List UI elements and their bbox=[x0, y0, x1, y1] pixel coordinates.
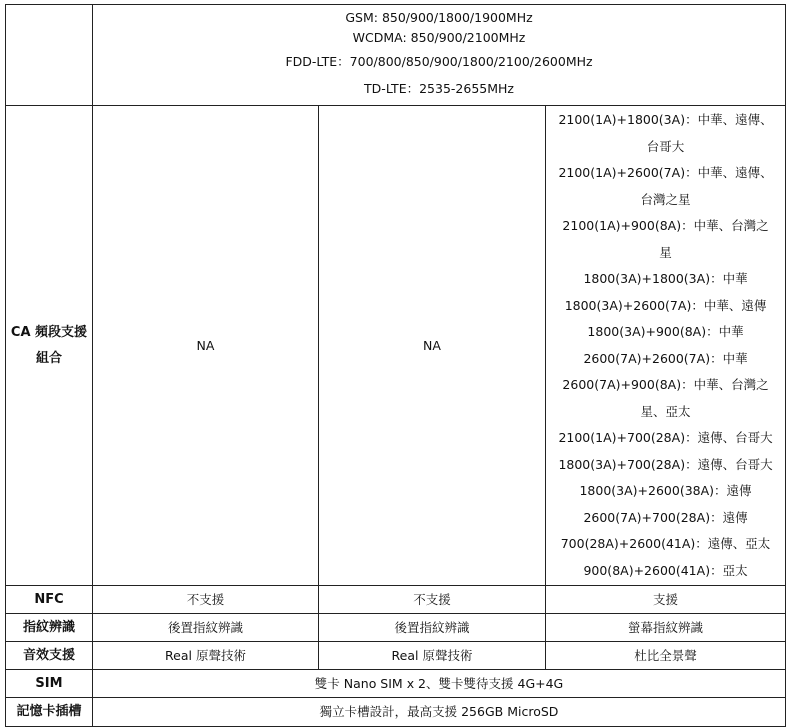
ca-combo-line: 星、亞太 bbox=[640, 403, 691, 419]
ca-combo-line: 2600(7A)+2600(7A)：中華 bbox=[583, 350, 748, 366]
nfc-label: NFC bbox=[6, 586, 93, 614]
spec-table bbox=[5, 4, 786, 727]
ca-col3-list bbox=[546, 106, 786, 586]
bands-cell bbox=[93, 5, 786, 106]
ca-combo-line: 900(8A)+2600(41A)：亞太 bbox=[583, 562, 748, 578]
ca-combo-line: 星 bbox=[659, 244, 672, 260]
ca-combo-line: 1800(3A)+2600(38A)：遠傳 bbox=[579, 483, 752, 498]
sim-label: SIM bbox=[6, 670, 93, 698]
ca-combo-line: 2100(1A)+900(8A)：中華、台灣之 bbox=[562, 218, 769, 233]
audio-col1-value: Real 原聲技術 bbox=[93, 642, 319, 670]
ca-combo-line: 台哥大 bbox=[646, 138, 685, 154]
band-line-gsm: GSM: 850/900/1800/1900MHz bbox=[345, 10, 533, 25]
ca-combo-line: 2100(1A)+1800(3A)：中華、遠傳、 bbox=[558, 112, 773, 127]
sim-value: 雙卡 Nano SIM x 2、雙卡雙待支援 4G+4G bbox=[93, 670, 786, 698]
ca-label-line1: CA 頻段支援 bbox=[10, 324, 88, 340]
sim-row bbox=[6, 670, 786, 698]
nfc-col3-value: 支援 bbox=[546, 586, 786, 614]
audio-row bbox=[6, 642, 786, 670]
nfc-col2-value: 不支援 bbox=[319, 586, 546, 614]
audio-label: 音效支援 bbox=[6, 642, 93, 670]
bands-row-label bbox=[6, 5, 93, 106]
ca-combo-line: 2600(7A)+900(8A)：中華、台灣之 bbox=[562, 377, 769, 392]
fingerprint-col1-value: 後置指紋辨識 bbox=[93, 614, 319, 642]
bands-row bbox=[6, 5, 786, 106]
band-line-fdd-lte: FDD-LTE：700/800/850/900/1800/2100/2600MHz bbox=[285, 54, 593, 69]
ca-row-label bbox=[6, 106, 93, 586]
ca-combo-line: 700(28A)+2600(41A)：遠傳、亞太 bbox=[560, 536, 771, 551]
ca-combo-line: 2100(1A)+2600(7A)：中華、遠傳、 bbox=[558, 165, 773, 180]
ca-col1-value: NA bbox=[93, 106, 319, 586]
fingerprint-row bbox=[6, 614, 786, 642]
ca-combo-line: 台灣之星 bbox=[640, 191, 691, 207]
nfc-row bbox=[6, 586, 786, 614]
nfc-col1-value: 不支援 bbox=[93, 586, 319, 614]
memory-row bbox=[6, 698, 786, 727]
fingerprint-label: 指紋辨識 bbox=[6, 614, 93, 642]
memory-value: 獨立卡槽設計，最高支援 256GB MicroSD bbox=[93, 698, 786, 727]
ca-row bbox=[6, 106, 786, 586]
audio-col3-value: 杜比全景聲 bbox=[546, 642, 786, 670]
band-line-wcdma: WCDMA: 850/900/2100MHz bbox=[352, 30, 526, 45]
memory-label: 記憶卡插槽 bbox=[6, 698, 93, 727]
ca-combo-line: 2100(1A)+700(28A)：遠傳、台哥大 bbox=[558, 430, 773, 445]
ca-combo-line: 1800(3A)+1800(3A)：中華 bbox=[583, 271, 748, 286]
ca-combo-line: 1800(3A)+900(8A)：中華 bbox=[587, 324, 744, 339]
audio-col2-value: Real 原聲技術 bbox=[319, 642, 546, 670]
ca-combo-line: 1800(3A)+700(28A)：遠傳、台哥大 bbox=[558, 456, 773, 472]
ca-label-line2: 組合 bbox=[35, 350, 62, 366]
ca-combo-line: 2600(7A)+700(28A)：遠傳 bbox=[583, 509, 748, 525]
fingerprint-col3-value: 螢幕指紋辨識 bbox=[546, 614, 786, 642]
band-line-td-lte: TD-LTE：2535-2655MHz bbox=[364, 81, 514, 96]
ca-col2-value: NA bbox=[319, 106, 546, 586]
fingerprint-col2-value: 後置指紋辨識 bbox=[319, 614, 546, 642]
ca-combo-line: 1800(3A)+2600(7A)：中華、遠傳 bbox=[564, 297, 767, 313]
